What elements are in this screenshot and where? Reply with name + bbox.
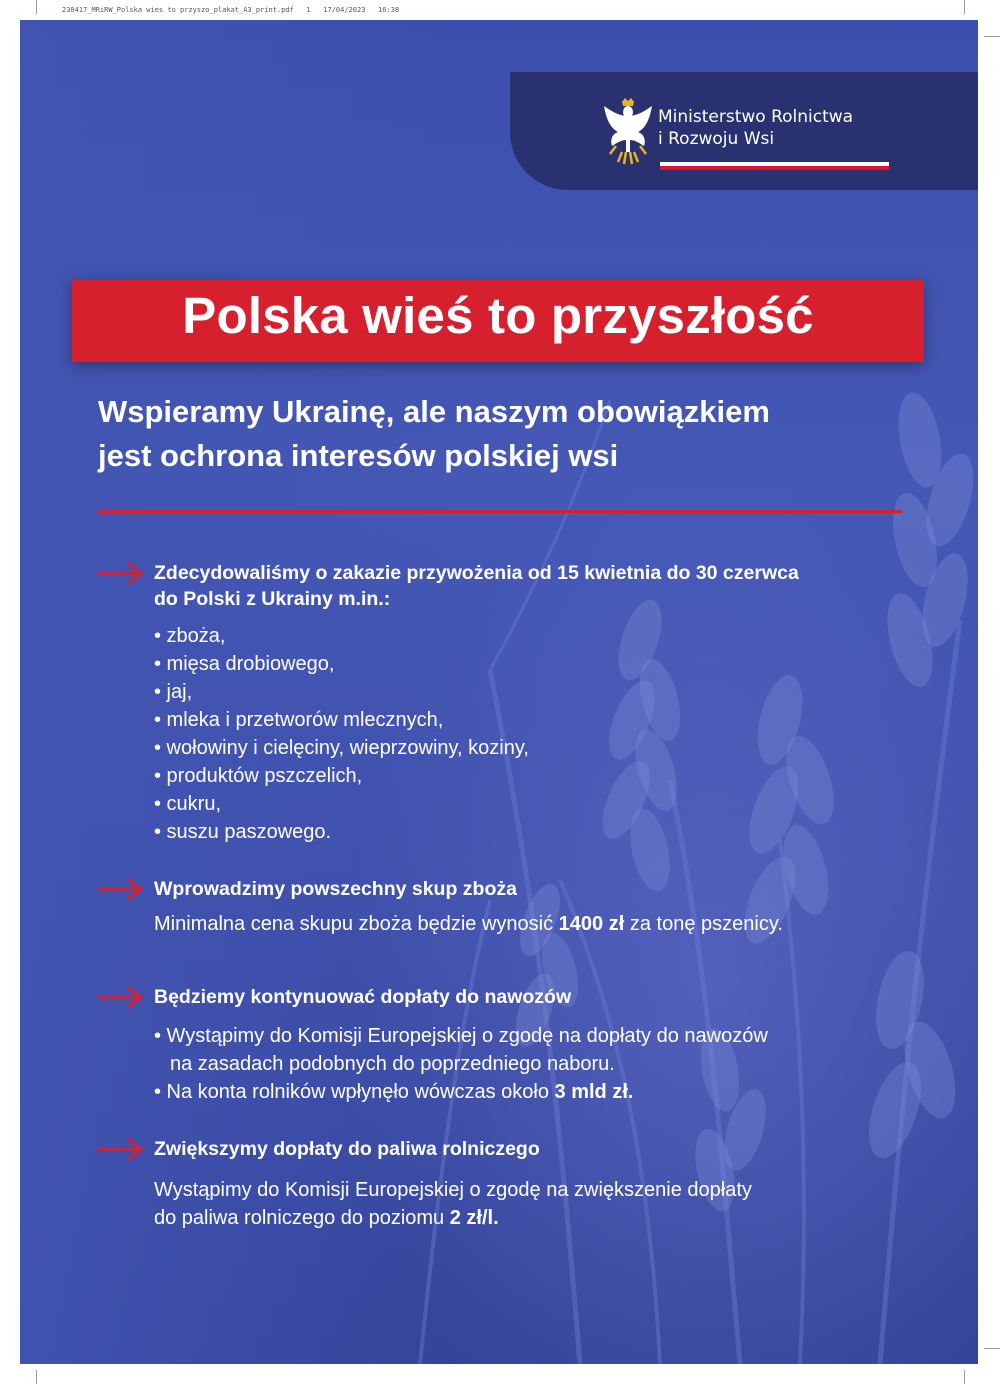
crop-mark: [36, 0, 37, 14]
poster: [20, 20, 978, 1364]
crop-mark: [964, 1370, 965, 1384]
arrow-right-icon: [98, 1137, 144, 1161]
ministry-name-line1: Ministerstwo Rolnictwa: [658, 107, 854, 127]
text-part: • Na konta rolników wpłynęło wówczas około: [154, 1081, 555, 1103]
list-item-continuation: na zasadach podobnych do poprzedniego naboru.: [170, 1053, 615, 1075]
subtitle: [98, 390, 770, 478]
list-item: • jaj,: [154, 681, 193, 703]
text-part: Minimalna cena skupu zboża będzie wynosić: [154, 913, 559, 935]
arrow-right-icon: [98, 985, 144, 1009]
list-item: • wołowiny i cielęciny, wieprzowiny, koziny,: [154, 737, 529, 759]
highlight-value: 2 zł/l.: [449, 1207, 499, 1229]
crop-mark: [36, 1370, 37, 1384]
section-heading-line1: Zdecydowaliśmy o zakazie przywożenia od 15 kwietnia do 30 czerwca: [154, 562, 799, 584]
text-part: do paliwa rolniczego do poziomu: [154, 1207, 450, 1229]
flag-stripe-red: [660, 166, 889, 170]
list-item: [154, 1078, 633, 1106]
list-item: • Wystąpimy do Komisji Europejskiej o zgodę na dopłaty do nawozów: [154, 1025, 768, 1047]
section-text-line1: Wystąpimy do Komisji Europejskiej o zgodę na zwiększenie dopłaty: [154, 1179, 752, 1201]
crop-mark: [984, 1348, 1000, 1349]
subtitle-line2: jest ochrona interesów polskiej wsi: [98, 438, 619, 473]
list-item: • mleka i przetworów mlecznych,: [154, 709, 444, 731]
page-title: Polska wieś to przyszłość: [182, 287, 814, 344]
crop-mark: [984, 36, 1000, 37]
section-heading: [154, 560, 799, 612]
section-heading: Zwiększymy dopłaty do paliwa rolniczego: [154, 1138, 540, 1160]
section-heading: Będziemy kontynuować dopłaty do nawozów: [154, 986, 572, 1008]
arrow-right-icon: [98, 561, 144, 585]
text-part: za tonę pszenicy.: [624, 913, 783, 935]
section-heading: Wprowadzimy powszechny skup zboża: [154, 878, 517, 900]
arrow-right-icon: [98, 877, 144, 901]
crop-mark: [964, 0, 965, 14]
print-header: 230417_MRiRW_Polska wies to przyszo_plakat_A3_print.pdf 1 17/04/2023 16:38: [62, 6, 400, 14]
list-item: • produktów pszczelich,: [154, 765, 363, 787]
section-text: [154, 910, 783, 938]
red-divider: [98, 510, 902, 513]
ministry-name-line2: i Rozwoju Wsi: [658, 129, 775, 149]
white-eagle-emblem-icon: [602, 96, 654, 168]
highlight-value: 1400 zł: [558, 913, 625, 935]
subtitle-line1: Wspieramy Ukrainę, ale naszym obowiązkiem: [98, 394, 770, 429]
highlight-value: 3 mld zł.: [554, 1081, 634, 1103]
list-item: • cukru,: [154, 793, 222, 815]
section-text-line2: [154, 1204, 499, 1232]
list-item: • suszu paszowego.: [154, 821, 332, 843]
list-item: • mięsa drobiowego,: [154, 653, 335, 675]
section-heading-line2: do Polski z Ukrainy m.in.:: [154, 588, 391, 610]
ministry-name: [658, 106, 853, 150]
title-banner: [72, 280, 924, 362]
list-item: • zboża,: [154, 625, 226, 647]
ministry-logo-panel: [510, 72, 978, 190]
